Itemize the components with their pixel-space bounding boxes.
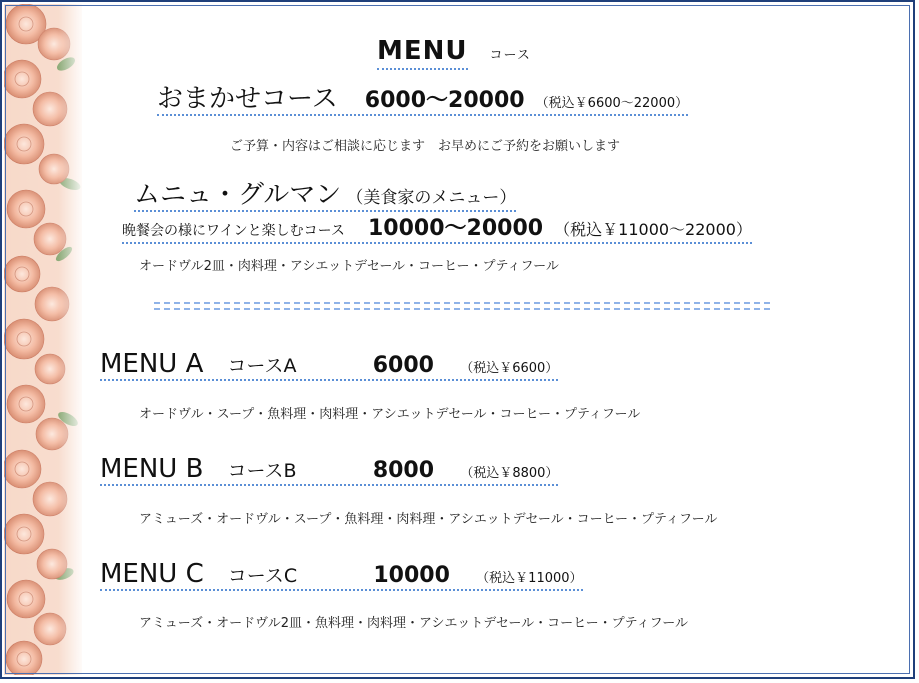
menu-a-desc: オードヴル・スープ・魚料理・肉料理・アシエットデセール・コーヒー・プティフール — [139, 407, 641, 422]
menu-a-course: コースA — [227, 355, 297, 377]
menu-c-heading — [100, 561, 583, 591]
menu-c-label: MENU C — [100, 559, 204, 589]
menu-c-tax: （税込￥11000） — [476, 571, 583, 586]
gourmand-subtitle: （美食家のメニュー） — [346, 188, 517, 208]
menu-b-tax: （税込￥8800） — [460, 466, 559, 481]
menu-a-heading — [100, 351, 558, 381]
menu-c-price: 10000 — [373, 563, 450, 588]
gourmand-heading — [134, 182, 516, 212]
omakase-heading — [157, 86, 688, 116]
omakase-name: おまかせコース — [157, 84, 338, 114]
page-title — [377, 38, 531, 64]
menu-b-desc: アミューズ・オードヴル・スープ・魚料理・肉料理・アシエットデセール・コーヒー・プティフール — [139, 512, 718, 527]
omakase-note: ご予算・内容はご相談に応じます お早めにご予約をお願いします — [230, 139, 621, 154]
omakase-price: 6000～20000 — [364, 88, 525, 113]
rose-border-icon — [4, 4, 82, 675]
gourmand-price: 10000～20000 — [367, 216, 544, 241]
gourmand-price-line — [122, 218, 752, 244]
gourmand-desc: オードヴル2皿・肉料理・アシエットデセール・コーヒー・プティフール — [139, 259, 559, 274]
menu-c-desc: アミューズ・オードヴル2皿・魚料理・肉料理・アシエットデセール・コーヒー・プティフール — [139, 616, 688, 631]
menu-a-tax: （税込￥6600） — [460, 361, 559, 376]
gourmand-lead: 晩餐会の様にワインと楽しむコース — [122, 223, 345, 239]
menu-b-course: コースB — [227, 460, 297, 482]
menu-a-label: MENU A — [100, 349, 204, 379]
gourmand-name: ムニュ・グルマン — [134, 180, 342, 210]
gourmand-tax: （税込￥11000～22000） — [554, 220, 752, 239]
menu-b-heading — [100, 456, 558, 486]
separator — [154, 302, 770, 310]
title-main: MENU — [377, 36, 468, 70]
menu-b-label: MENU B — [100, 454, 204, 484]
omakase-tax: （税込￥6600～22000） — [535, 96, 689, 111]
title-sub: コース — [489, 48, 531, 63]
menu-b-price: 8000 — [372, 458, 435, 483]
menu-c-course: コースC — [227, 565, 298, 587]
menu-a-price: 6000 — [372, 353, 434, 378]
